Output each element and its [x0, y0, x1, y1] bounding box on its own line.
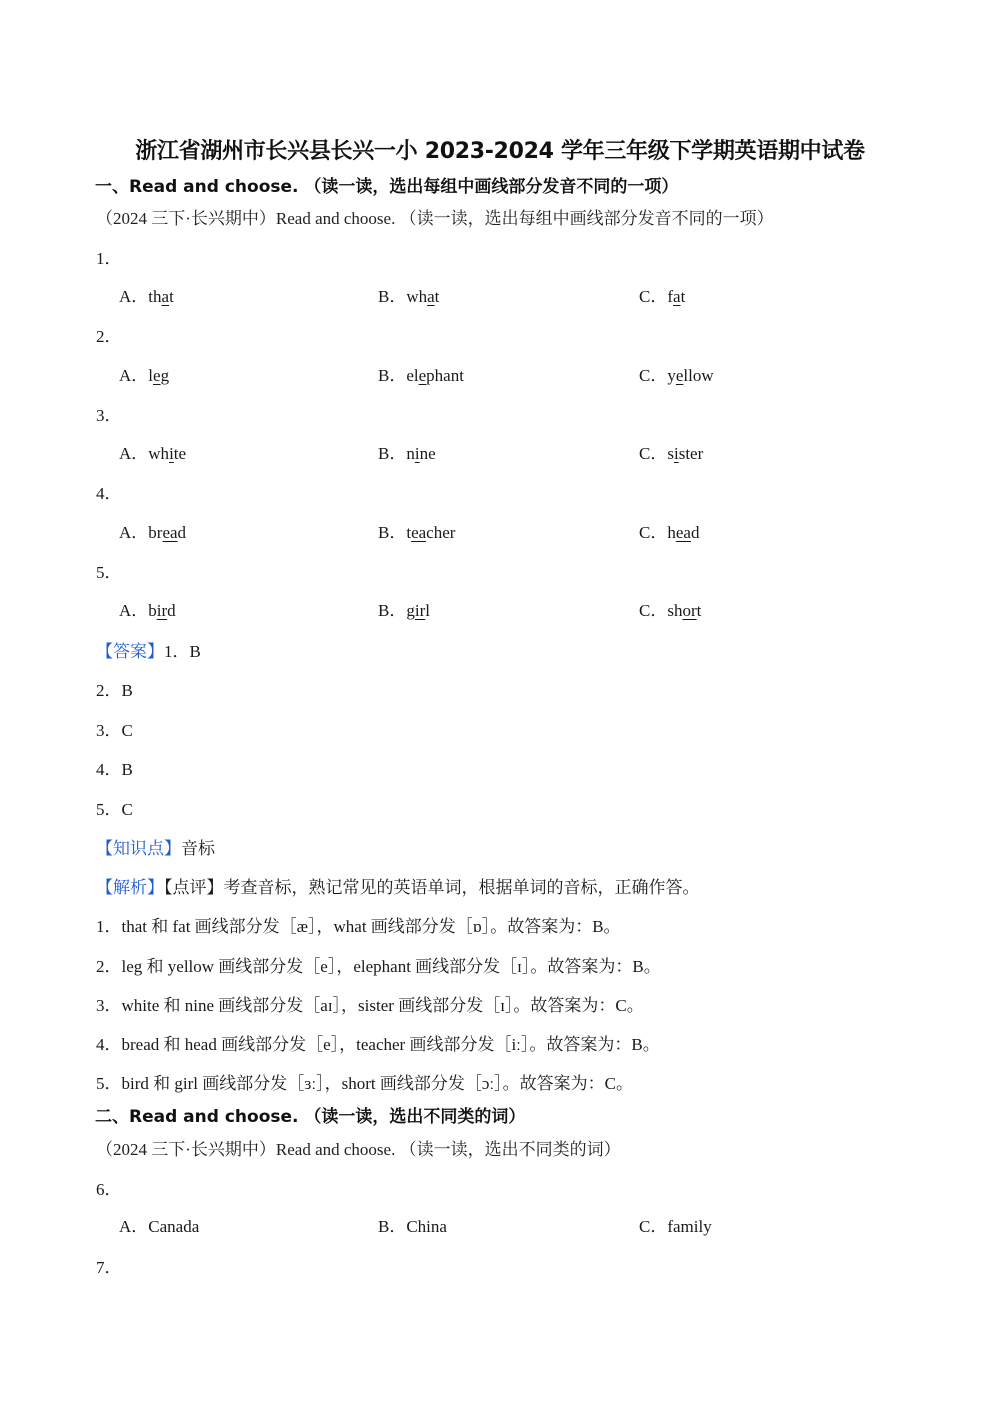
answer-tag: 【答案】 [96, 642, 164, 661]
section-1-source: （2024 三下·长兴期中）Read and choose. （读一读，选出每组中画线部分发音不同的一项） [96, 209, 774, 228]
analysis-line: 【解析】【点评】考查音标，熟记常见的英语单词，根据单词的音标，正确作答。 [96, 878, 700, 897]
analysis-line: 2．leg 和 yellow 画线部分发［e］，elephant 画线部分发［ɪ］。故答案为：B。 [96, 957, 661, 976]
option-a: A．that [119, 287, 174, 306]
option-c: C．head [639, 523, 700, 542]
option-a: A．bread [119, 523, 187, 542]
option-c: C．sister [639, 444, 704, 463]
question-number: 3． [96, 406, 122, 425]
answer-line: 3．C [96, 721, 133, 740]
analysis-line: 5．bird 和 girl 画线部分发［ɜː］，short 画线部分发［ɔː］。故答案为：C。 [96, 1074, 633, 1093]
option-c: C．family [639, 1217, 712, 1236]
option-b: B．nine [378, 444, 436, 463]
option-c: C．fat [639, 287, 686, 306]
option-c: C．short [639, 601, 702, 620]
option-b: B．China [378, 1217, 447, 1236]
page-title: 浙江省湖州市长兴县长兴一小 2023-2024 学年三年级下学期英语期中试卷 [135, 139, 865, 164]
section-2-source: （2024 三下·长兴期中）Read and choose. （读一读，选出不同类的词） [96, 1140, 621, 1159]
question-number: 4． [96, 484, 122, 503]
analysis-line: 4．bread 和 head 画线部分发［e］，teacher 画线部分发［iː］。故答案为：B。 [96, 1035, 660, 1054]
answer-line: 【答案】1．B [96, 642, 201, 661]
answer-line: 4．B [96, 760, 133, 779]
answer-line: 5．C [96, 800, 133, 819]
question-number: 5． [96, 563, 122, 582]
option-b: B．teacher [378, 523, 456, 542]
question-number: 2． [96, 327, 122, 346]
question-number: 7． [96, 1258, 122, 1277]
question-number: 6． [96, 1180, 122, 1199]
analysis-line: 3．white 和 nine 画线部分发［aɪ］，sister 画线部分发［ɪ］。故答案为：C。 [96, 996, 644, 1015]
option-a: A．Canada [119, 1217, 200, 1236]
knowledge-tag: 【知识点】 [96, 839, 181, 858]
knowledge-line: 【知识点】音标 [96, 839, 215, 858]
question-number: 1． [96, 249, 122, 268]
option-b: B．what [378, 287, 440, 306]
option-a: A．white [119, 444, 187, 463]
section-1-heading: 一、Read and choose. （读一读，选出每组中画线部分发音不同的一项） [95, 177, 679, 197]
option-a: A．leg [119, 366, 170, 385]
analysis-tag: 【解析】 [96, 878, 164, 897]
analysis-line: 1．that 和 fat 画线部分发［æ］，what 画线部分发［ɒ］。故答案为：B。 [96, 917, 621, 936]
answer-line: 2．B [96, 681, 133, 700]
option-b: B．girl [378, 601, 430, 620]
option-a: A．bird [119, 601, 176, 620]
section-2-heading: 二、Read and choose. （读一读，选出不同类的词） [95, 1107, 526, 1127]
option-b: B．elephant [378, 366, 464, 385]
option-c: C．yellow [639, 366, 714, 385]
